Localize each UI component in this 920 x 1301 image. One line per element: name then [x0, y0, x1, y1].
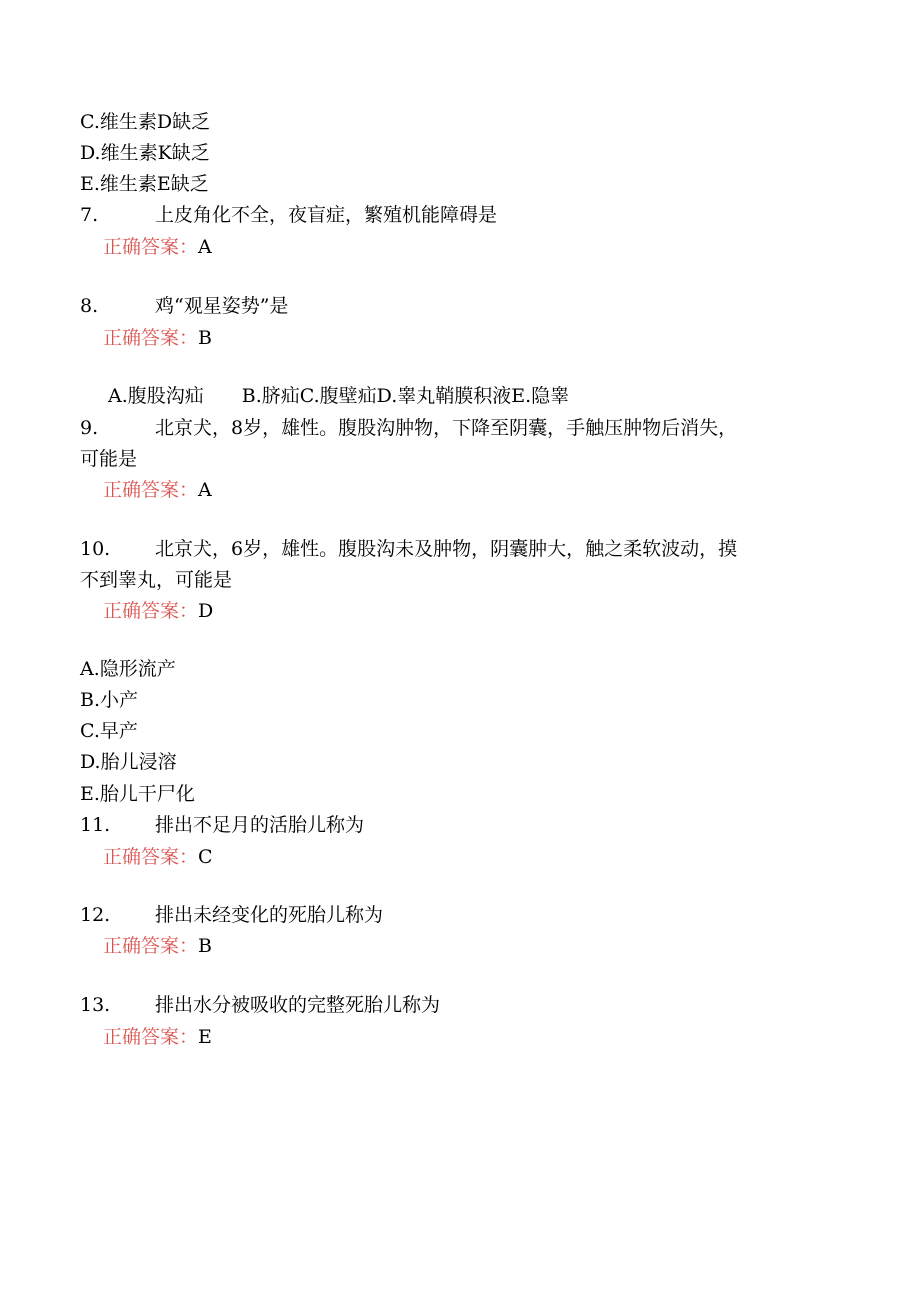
question-10 — [80, 537, 737, 561]
question-text: 上皮角化不全，夜盲症，繁殖机能障碍是 — [155, 204, 498, 226]
question-7 — [80, 203, 497, 227]
question-10-cont: 不到睾丸，可能是 — [80, 569, 233, 591]
answer-10 — [103, 599, 213, 623]
question-number: 12. — [80, 904, 111, 926]
answer-9 — [103, 478, 212, 502]
option-line: A.隐形流产 — [80, 658, 176, 680]
option-line: A.腹股沟疝 B.脐疝C.腹壁疝D.睾丸鞘膜积液E.隐睾 — [108, 385, 570, 407]
question-9 — [80, 416, 737, 440]
answer-letter: A — [198, 236, 212, 258]
option-line: B.小产 — [80, 689, 139, 711]
question-number: 7. — [80, 204, 99, 226]
question-12 — [80, 903, 383, 927]
option-line: E.维生素E缺乏 — [80, 173, 209, 195]
answer-letter: B — [198, 935, 212, 957]
answer-letter: B — [198, 327, 212, 349]
question-13 — [80, 993, 440, 1017]
question-8 — [80, 294, 288, 318]
option-line: D.维生素K缺乏 — [80, 142, 210, 164]
answer-letter: C — [198, 846, 213, 868]
question-9-cont: 可能是 — [80, 448, 138, 470]
answer-letter: D — [198, 600, 214, 622]
question-text: 排出不足月的活胎儿称为 — [155, 814, 365, 836]
question-11 — [80, 813, 364, 837]
option-line: E.胎儿干尸化 — [80, 783, 195, 805]
answer-label: 正确答案： — [103, 600, 199, 622]
option-line: C.维生素D缺乏 — [80, 111, 211, 133]
question-text: 北京犬，6岁，雄性。腹股沟未及肿物，阴囊肿大，触之柔软波动，摸 — [155, 538, 738, 560]
answer-label: 正确答案： — [103, 846, 199, 868]
answer-13 — [103, 1025, 212, 1049]
answer-letter: E — [198, 1026, 212, 1048]
question-number: 11. — [80, 814, 111, 836]
answer-7 — [103, 235, 212, 259]
option-line: C.早产 — [80, 720, 138, 742]
option-line: D.胎儿浸溶 — [80, 751, 177, 773]
question-number: 8. — [80, 295, 99, 317]
answer-label: 正确答案： — [103, 935, 199, 957]
question-text: 排出水分被吸收的完整死胎儿称为 — [155, 994, 441, 1016]
answer-label: 正确答案： — [103, 1026, 199, 1048]
question-text: 北京犬，8岁，雄性。腹股沟肿物，下降至阴囊，手触压肿物后消失， — [155, 417, 738, 439]
question-number: 10. — [80, 538, 111, 560]
answer-letter: A — [198, 479, 212, 501]
answer-label: 正确答案： — [103, 327, 199, 349]
question-text: 排出未经变化的死胎儿称为 — [155, 904, 384, 926]
question-text: 鸡“观星姿势”是 — [155, 295, 289, 317]
answer-label: 正确答案： — [103, 479, 199, 501]
answer-8 — [103, 326, 212, 350]
question-number: 13. — [80, 994, 111, 1016]
answer-11 — [103, 845, 213, 869]
answer-12 — [103, 934, 212, 958]
answer-label: 正确答案： — [103, 236, 199, 258]
question-number: 9. — [80, 417, 99, 439]
